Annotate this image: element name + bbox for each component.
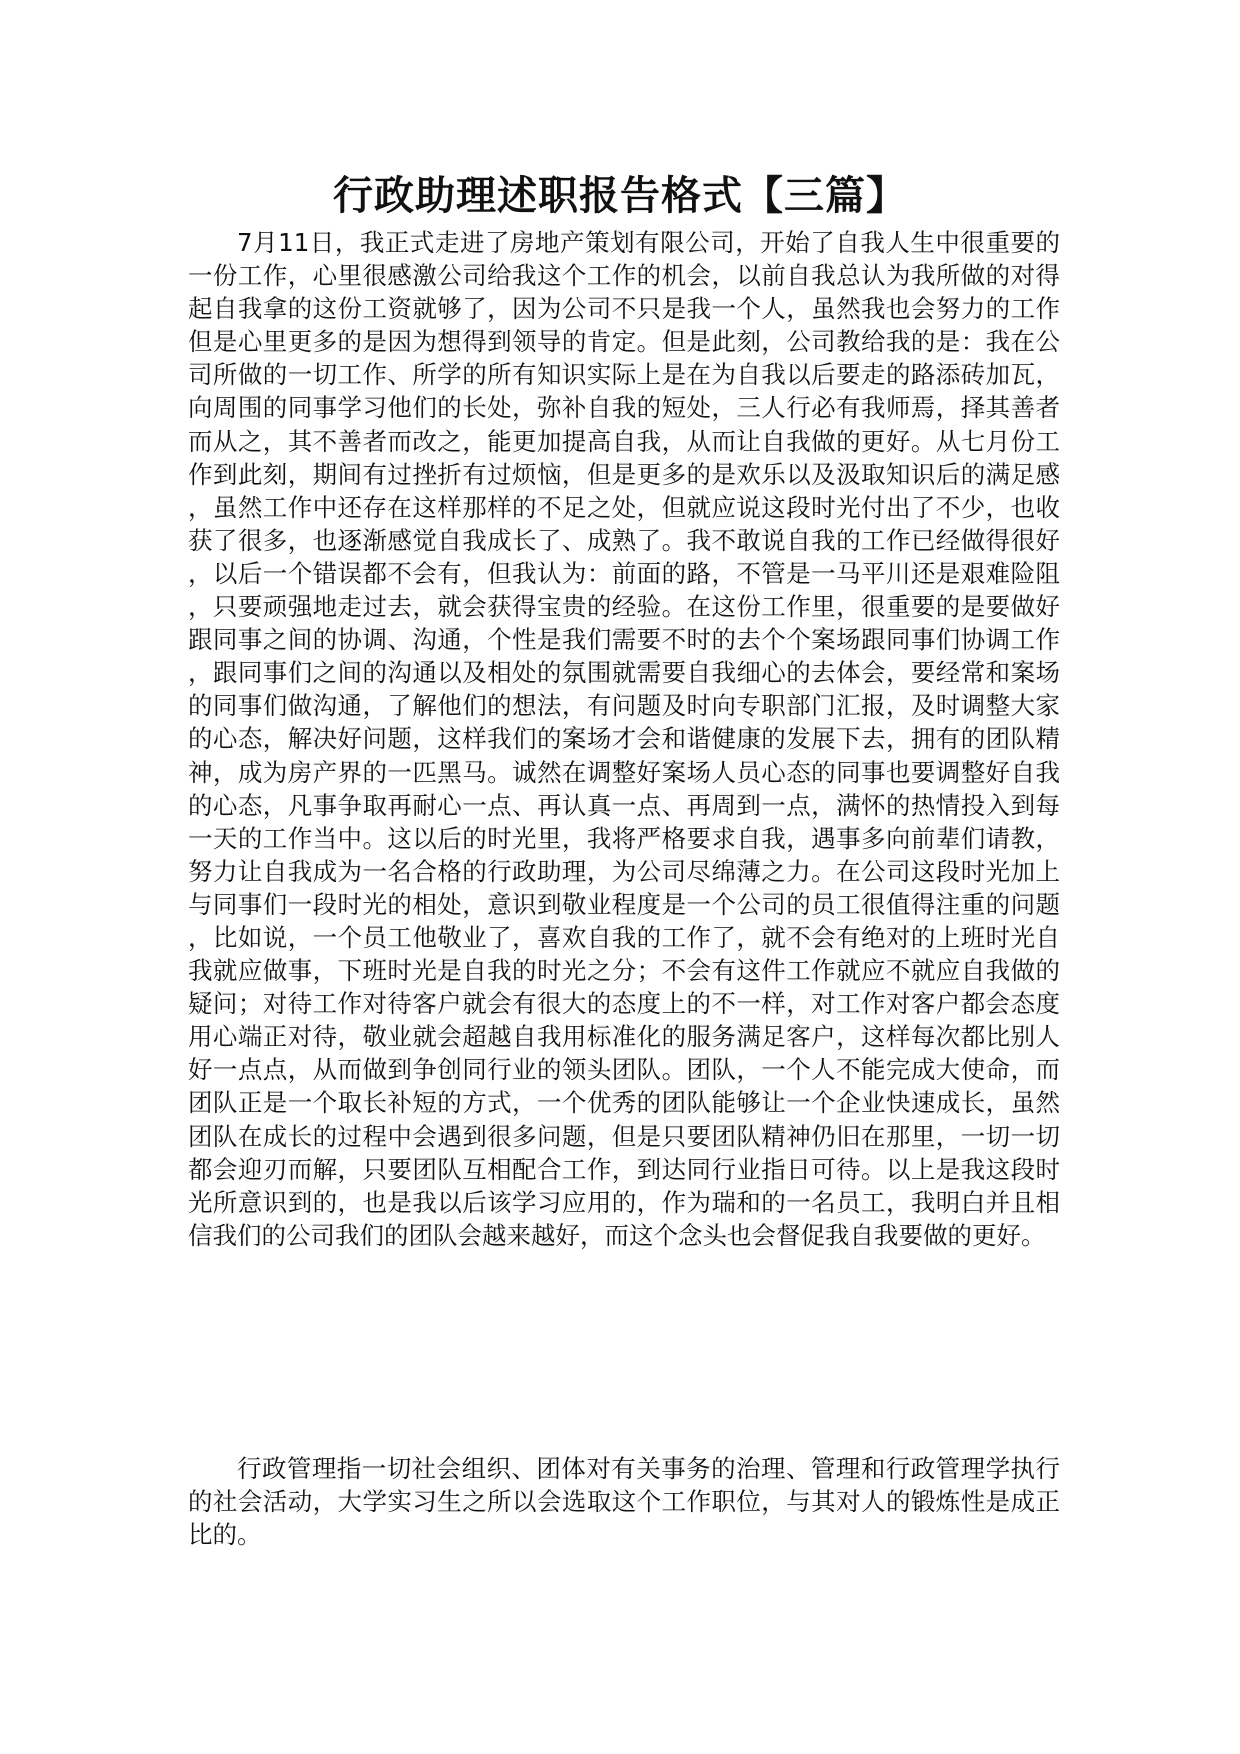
document-title: 行政助理述职报告格式【三篇】	[333, 173, 907, 219]
body-paragraph-1: 7月11日，我正式走进了房地产策划有限公司，开始了自我人生中很重要的一份工作，心里很感激公司给我这个工作的机会，以前自我总认为我所做的对得起自我拿的这份工资就够了，因为公司不只是我一个人，虽然我也会努力的工作但是心里更多的是因为想得到领导的肯定。但是此刻，公司教给我的是：我在公司所做的一切工作、所学的所有知识实际上是在为自我以后要走的路添砖加瓦，向周围的同事学习他们的长处，弥补自我的短处，三人行必有我师焉，择其善者而从之，其不善者而改之，能更加提高自我，从而让自我做的更好。从七月份工作到此刻，期间有过挫折有过烦恼，但是更多的是欢乐以及汲取知识后的满足感，虽然工作中还存在这样那样的不足之处，但就应说这段时光付出了不少，也收获了很多，也逐渐感觉自我成长了、成熟了。我不敢说自我的工作已经做得很好，以后一个错误都不会有，但我认为：前面的路，不管是一马平川还是艰难险阻，只要顽强地走过去，就会获得宝贵的经验。在这份工作里，很重要的是要做好跟同事之间的协调、沟通，个性是我们需要不时的去个个案场跟同事们协调工作，跟同事们之间的沟通以及相处的氛围就需要自我细心的去体会，要经常和案场的同事们做沟通，了解他们的想法，有问题及时向专职部门汇报，及时调整大家的心态，解决好问题，这样我们的案场才会和谐健康的发展下去，拥有的团队精神，成为房产界的一匹黑马。诚然在调整好案场人员心态的同事也要调整好自我的心态，凡事争取再耐心一点、再认真一点、再周到一点，满怀的热情投入到每一天的工作当中。这以后的时光里，我将严格要求自我，遇事多向前辈们请教，努力让自我成为一名合格的行政助理，为公司尽绵薄之力。在公司这段时光加上与同事们一段时光的相处，意识到敬业程度是一个公司的员工很值得注重的问题，比如说，一个员工他敬业了，喜欢自我的工作了，就不会有绝对的上班时光自我就应做事，下班时光是自我的时光之分；不会有这件工作就应不就应自我做的疑问；对待工作对待客户就会有很大的态度上的不一样，对工作对客户都会态度用心端正对待，敬业就会超越自我用标准化的服务满足客户，这样每次都比别人好一点点，从而做到争创同行业的领头团队。团队，一个人不能完成大使命，而团队正是一个取长补短的方式，一个优秀的团队能够让一个企业快速成长，虽然团队在成长的过程中会遇到很多问题，但是只要团队精神仍旧在那里，一切一切都会迎刃而解，只要团队互相配合工作，到达同行业指日可待。以上是我这段时光所意识到的，也是我以后该学习应用的，作为瑞和的一名员工，我明白并且相信我们的公司我们的团队会越来越好，而这个念头也会督促我自我要做的更好。	[188, 228, 1060, 1250]
body-paragraph-2: 行政管理指一切社会组织、团体对有关事务的治理、管理和行政管理学执行的社会活动，大学实习生之所以会选取这个工作职位，与其对人的锻炼性是成正比的。	[188, 1454, 1060, 1550]
